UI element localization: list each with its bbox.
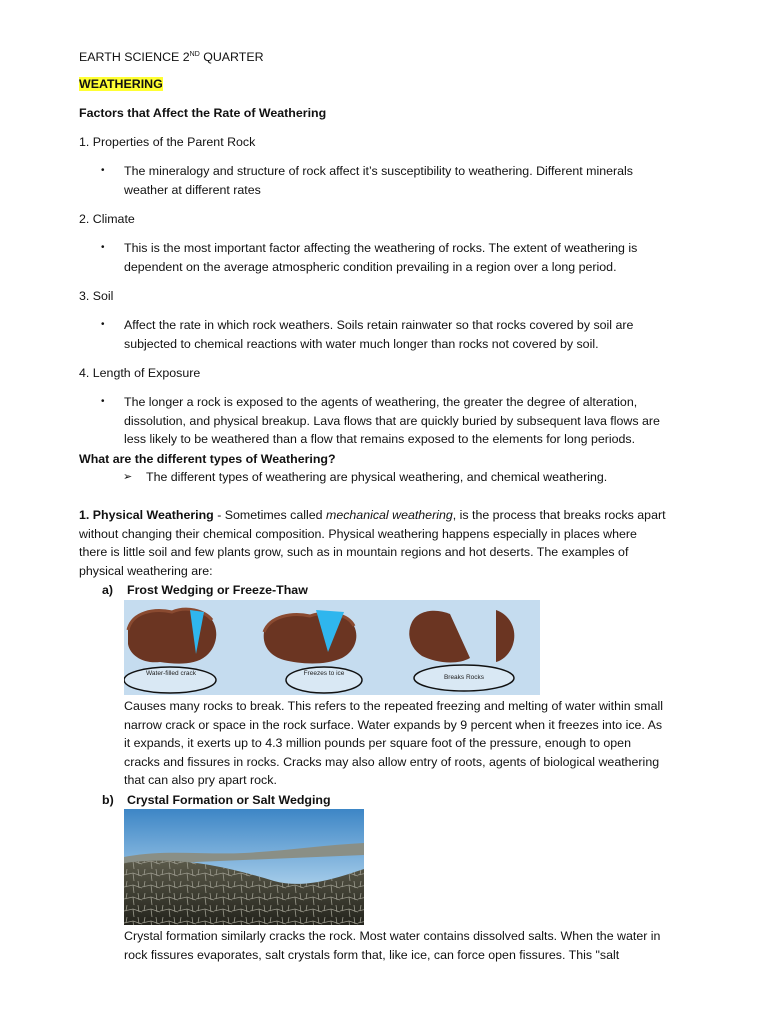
types-answer: The different types of weathering are physical weathering, and chemical weathering.	[146, 470, 608, 484]
salt-wedging-rock-image	[124, 809, 364, 925]
physical-weathering-label: 1. Physical Weathering	[79, 508, 214, 522]
factor-title: 1. Properties of the Parent Rock	[79, 135, 256, 149]
salt-wedging-photo	[124, 809, 364, 925]
factor-description: Affect the rate in which rock weathers. Soils retain rainwater so that rocks covered by soil are subjected to chemical reactions with water much longer than rocks not covered by soil.	[124, 318, 634, 351]
course-title: EARTH SCIENCE 2ND QUARTER	[79, 50, 264, 65]
factor-title: 2. Climate	[79, 212, 135, 226]
bullet-icon: •	[101, 242, 105, 253]
frost-wedging-figure	[124, 600, 540, 695]
figure-label: Freezes to ice	[303, 670, 345, 677]
subsection-title: Frost Wedging or Freeze-Thaw	[127, 583, 308, 597]
bullet-icon: •	[101, 165, 105, 176]
physical-weathering-paragraph: 1. Physical Weathering - Sometimes called mechanical weathering, is the process that breaks rocks apart without changing their chemical composition. Physical weathering happens especially in places where there is little soil and few plants grow, such as in mountain regions and hot deserts. The examples of physical weathering are:	[79, 508, 666, 578]
factor-description: The mineralogy and structure of rock affect it’s susceptibility to weathering. Different minerals weather at different rates	[124, 164, 633, 197]
bullet-icon: •	[101, 396, 105, 407]
subsection-marker: b)	[102, 793, 114, 807]
factor-description: The longer a rock is exposed to the agents of weathering, the greater the degree of alteration, dissolution, and physical breakup. Lava flows that are quickly buried by subsequent lava flows are less likely to be weathered than a flow that remains exposed to the elements for long periods.	[124, 395, 660, 446]
factors-heading: Factors that Affect the Rate of Weathering	[79, 106, 327, 120]
topic-heading: WEATHERING	[79, 77, 163, 91]
types-question: What are the different types of Weathering?	[79, 452, 336, 466]
frost-wedging-description: Causes many rocks to break. This refers to the repeated freezing and melting of water within small narrow crack or space in the rock surface. Water expands by 9 percent when it freezes into ice. As it expands, it exerts up to 4.3 million pounds per square foot of the pressure, enough to open cracks and fissures in rocks. Cracks may also allow entry of roots, agents of biological weathering that can also pry apart rock.	[124, 699, 664, 787]
subsection-title: Crystal Formation or Salt Wedging	[127, 793, 331, 807]
bullet-icon: •	[101, 319, 105, 330]
factor-description: This is the most important factor affecting the weathering of rocks. The extent of weathering is dependent on the average atmospheric condition prevailing in a region over a long period.	[124, 241, 638, 274]
factor-title: 4. Length of Exposure	[79, 366, 201, 380]
salt-wedging-description: Crystal formation similarly cracks the rock. Most water contains dissolved salts. When the water in rock fissures evaporates, salt crystals form that, like ice, can force open fissures. This "salt	[124, 929, 661, 962]
figure-label: Breaks Rocks	[443, 674, 485, 681]
figure-label: Water-filled crack	[146, 670, 196, 677]
factor-title: 3. Soil	[79, 289, 114, 303]
arrow-bullet-icon: ➢	[123, 471, 133, 483]
subsection-marker: a)	[102, 583, 114, 597]
